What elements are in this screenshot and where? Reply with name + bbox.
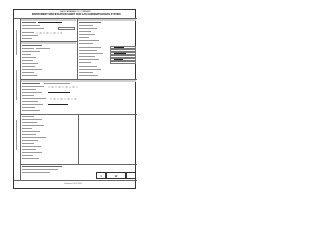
field-hatch [48, 86, 78, 88]
field-label [22, 149, 36, 150]
field-label [79, 53, 103, 54]
field-label [79, 69, 101, 70]
grid-value [114, 59, 123, 60]
grid-cell [110, 61, 136, 64]
grid-value [114, 53, 126, 54]
field-value [38, 22, 62, 23]
section-header-sample [21, 42, 76, 44]
field-hatch [36, 32, 62, 34]
field-value [48, 104, 68, 105]
field-label [22, 110, 40, 111]
figure-number: 12 [114, 175, 118, 178]
field-label [79, 59, 99, 60]
field-box [58, 27, 75, 30]
spec-sheet-page [13, 9, 136, 189]
form-number: Saudi Aramco 2616.14 (3/9/94) [64, 184, 82, 185]
sheet-number: 1 [100, 175, 102, 178]
field-label [22, 22, 36, 23]
field-label [22, 131, 40, 132]
field-label [79, 37, 89, 38]
left-strip-text [16, 70, 17, 100]
field-label [22, 72, 34, 73]
field-label [22, 28, 44, 29]
sheet-title: INSTRUMENT SPECIFICATION SHEET FOR GAS CHROMATOGRAPH SYSTEM [32, 13, 121, 16]
footer-divider [14, 180, 137, 181]
field-label [22, 152, 42, 153]
field-label [22, 122, 37, 123]
field-label [22, 51, 40, 52]
notes-line [22, 169, 58, 170]
section-header-analyzer [78, 19, 136, 21]
field-label [22, 69, 42, 70]
field-label [22, 128, 32, 129]
field-label [22, 155, 33, 156]
field-value [48, 92, 70, 93]
notes-line [22, 166, 62, 167]
field-label [22, 134, 36, 135]
field-label [22, 83, 40, 84]
field-label [22, 35, 38, 36]
notes-line [22, 172, 50, 173]
field-label [22, 48, 34, 49]
field-label [22, 32, 34, 33]
field-label [22, 66, 35, 67]
section-header-components [21, 80, 136, 82]
field-label [22, 137, 46, 138]
field-label [22, 54, 31, 55]
grid-value [114, 47, 124, 48]
field-label [22, 143, 34, 144]
field-label [22, 75, 37, 76]
field-label [22, 104, 43, 105]
revision-box [126, 172, 136, 179]
field-label [79, 72, 93, 73]
field-label [79, 31, 91, 32]
field-label [44, 83, 70, 84]
field-label [22, 57, 36, 58]
company-name: SAUDI ARABIAN OIL COMPANY [60, 11, 91, 13]
field-hatch [50, 98, 78, 100]
field-label [79, 22, 101, 23]
field-label [36, 48, 50, 49]
field-label [22, 89, 36, 90]
section-header-general [21, 19, 76, 21]
field-label [22, 119, 42, 120]
sheet-number-box [96, 172, 106, 179]
field-label [79, 50, 97, 51]
field-label [79, 28, 97, 29]
field-label [22, 45, 42, 46]
field-label [22, 116, 34, 117]
field-label [22, 140, 38, 141]
field-label [79, 75, 98, 76]
field-label [22, 98, 46, 99]
field-label [79, 47, 101, 48]
field-label [22, 125, 44, 126]
field-label [79, 62, 91, 63]
field-label [22, 38, 32, 39]
lower-column-divider [78, 114, 79, 164]
field-label [79, 66, 97, 67]
field-label [79, 25, 93, 26]
field-label [79, 40, 99, 41]
field-label [22, 86, 44, 87]
field-label [22, 101, 38, 102]
field-label [22, 25, 40, 26]
field-label [22, 92, 42, 93]
field-label [79, 56, 95, 57]
notes-divider [20, 164, 137, 165]
left-strip-text [16, 30, 17, 55]
field-label [79, 43, 93, 44]
column-divider [77, 18, 78, 80]
field-label [22, 146, 41, 147]
field-label [79, 34, 95, 35]
field-label [22, 60, 33, 61]
field-label [22, 158, 39, 159]
left-strip-text [16, 120, 17, 150]
figure-number-box [106, 172, 126, 179]
field-label [22, 95, 34, 96]
field-label [22, 107, 35, 108]
field-label [22, 63, 38, 64]
